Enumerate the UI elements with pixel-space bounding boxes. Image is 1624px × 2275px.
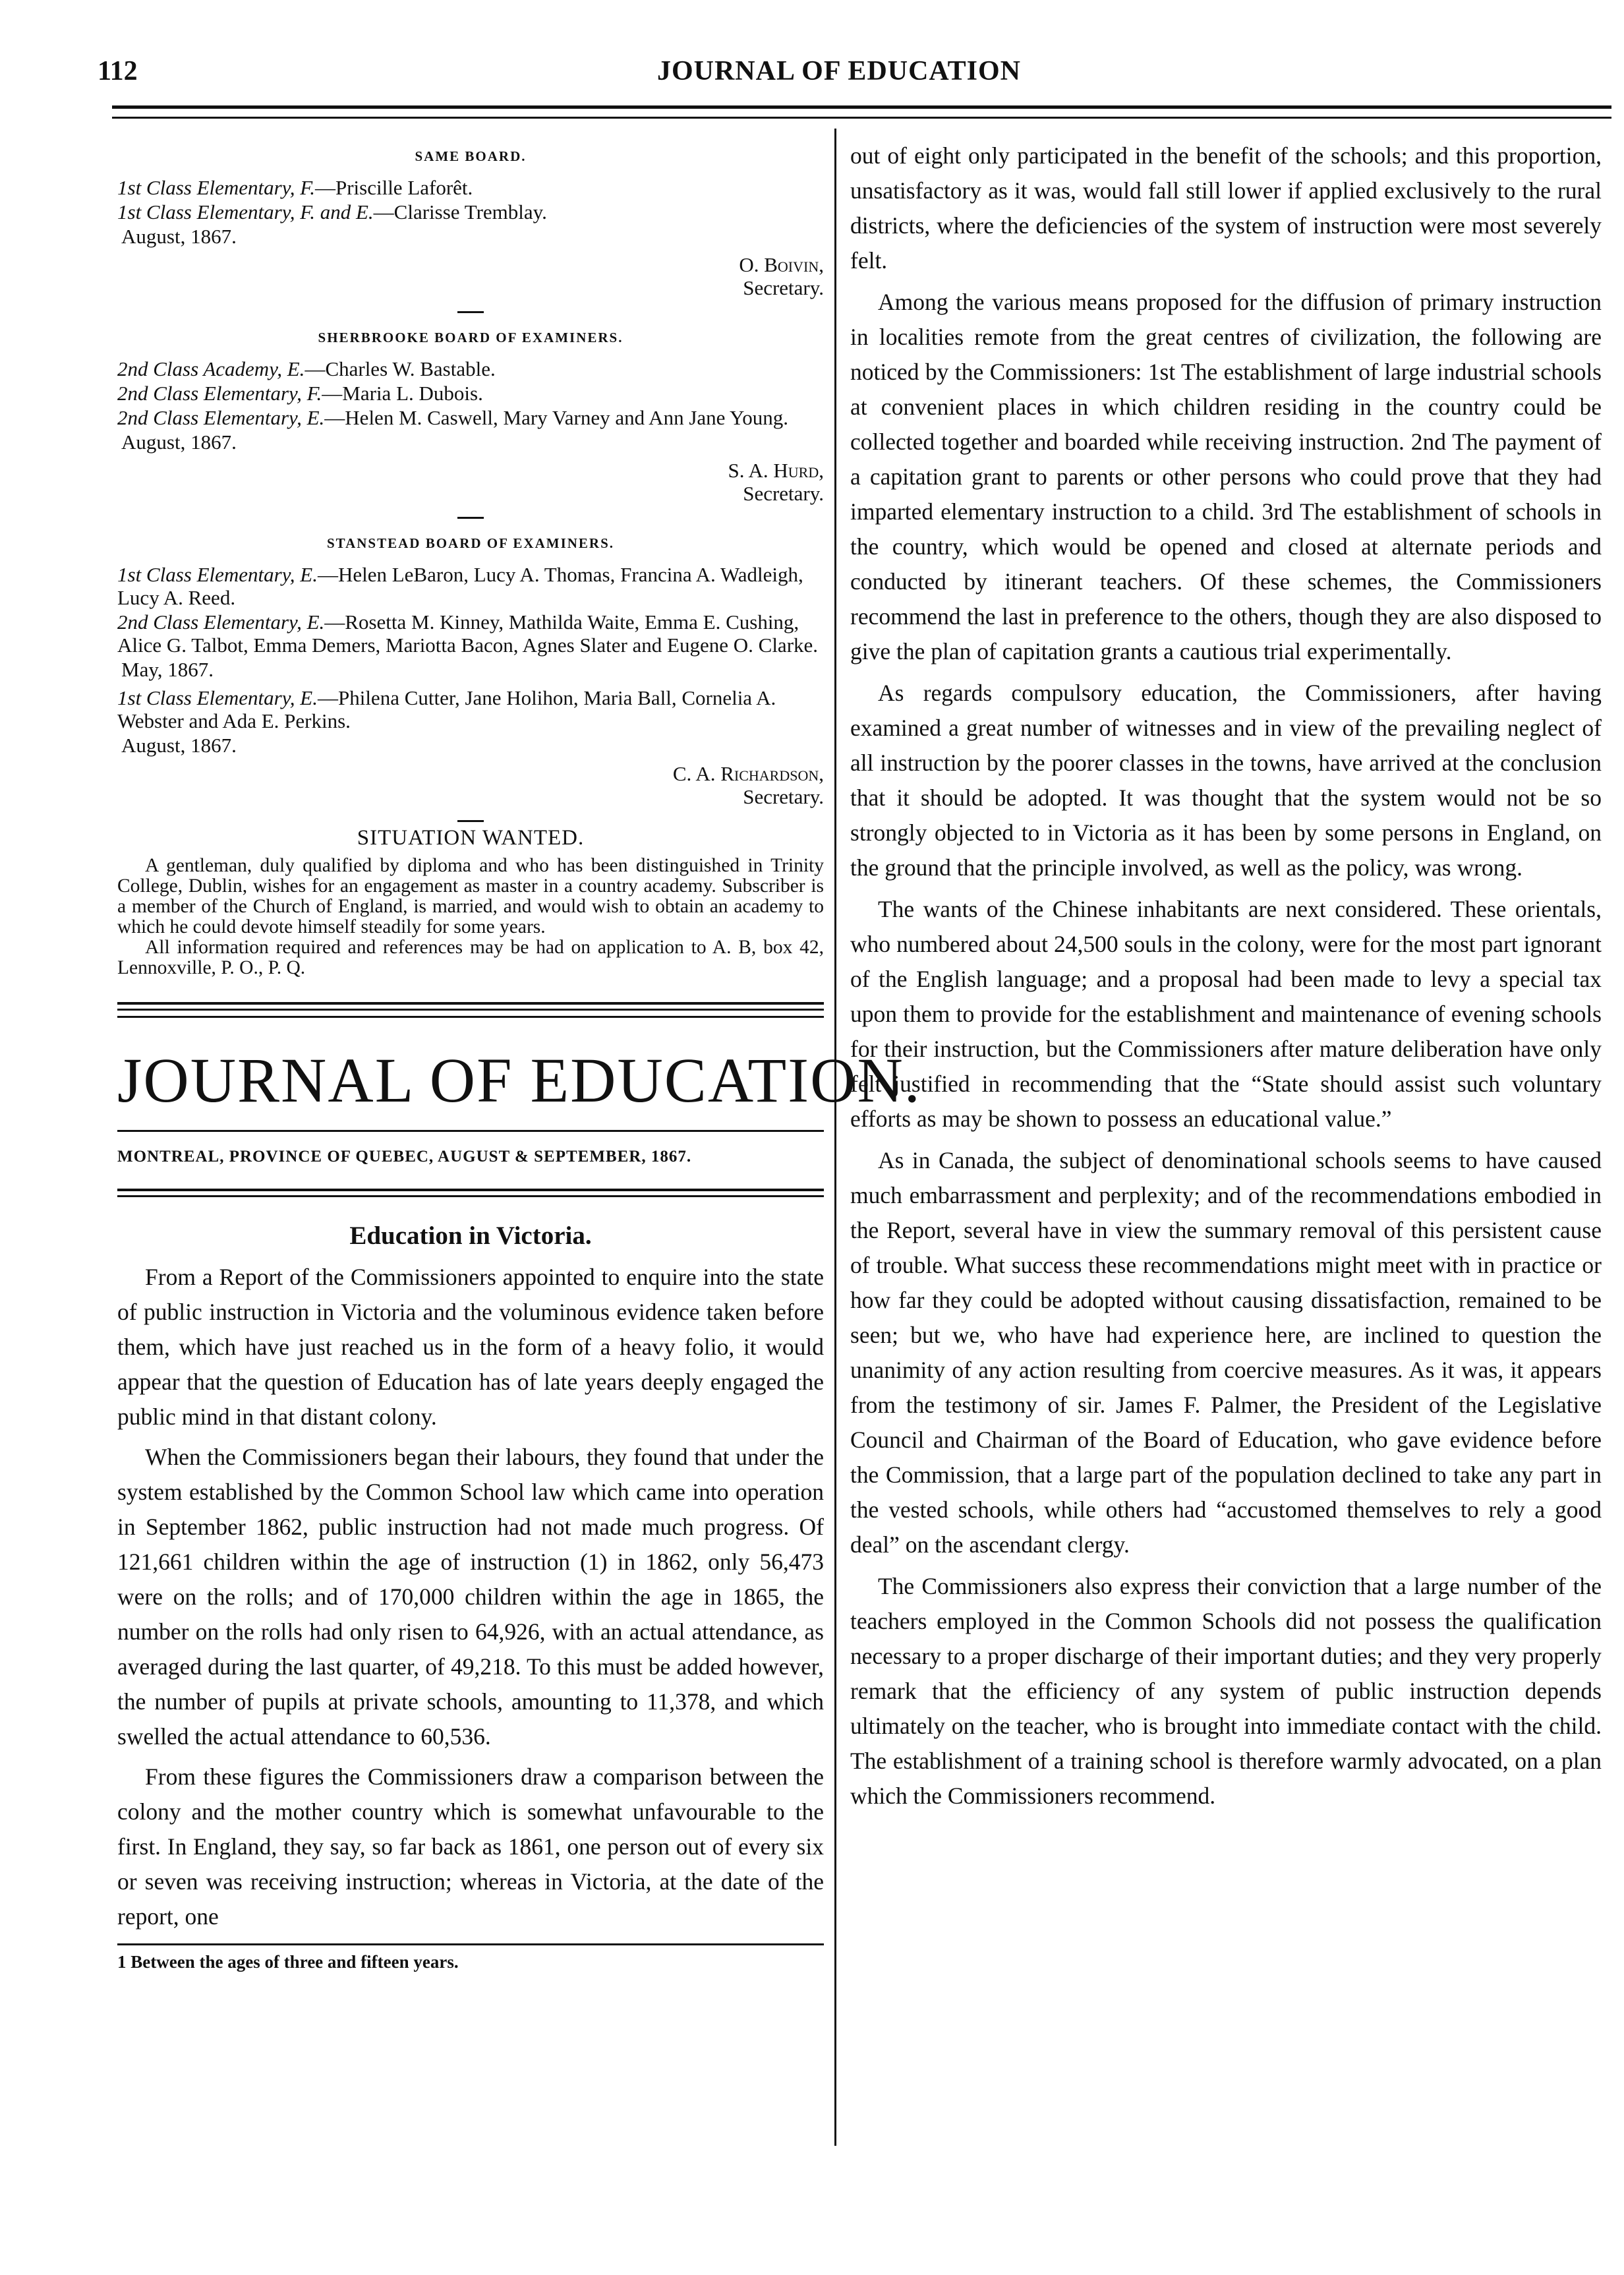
class-label: 2nd Class Academy, E. [117, 357, 305, 380]
class-label: 2nd Class Elementary, F. [117, 382, 322, 405]
signatory-role: Secretary. [743, 785, 824, 808]
section-rule [117, 1009, 824, 1018]
board-stanstead [117, 532, 824, 822]
class-label: 1st Class Elementary, F. [117, 176, 315, 199]
article-title: Education in Victoria. [349, 1222, 592, 1250]
certificate-entry [117, 406, 824, 429]
right-column [850, 138, 1602, 1820]
names: —Clarisse Tremblay. [373, 200, 547, 223]
board-heading: SAME BOARD. [415, 148, 527, 164]
article-paragraph: When the Commissioners began their labours, they found that under the system established by the Common School law which came into operation in September 1862, public instruction had not made much progress. Of 121,661 children within the age of instruction (1) in 1862, only 56,473 were on the rolls; and of 170,000 children within the age in 1865, the number on the rolls had only risen to 64,926, with an actual attendance, as averaged during the last quarter, of 49,218. To this must be added however, the number of pupils at private schools, amounting to 11,378, and which swelled the actual attendance to 60,536. [117, 1444, 824, 1750]
article-paragraph: The Commissioners also express their conviction that a large number of the teachers employed in the Common Schools did not possess the qualification necessary to a proper discharge of their important duties; and they very properly remark that the efficiency of any system of public instruction depends ultimately on the teacher, who is brought into immediate contact with the child. The establishment of a training school is therefore warmly advocated, on a plan which the Commissioners recommend. [850, 1573, 1602, 1809]
board-sherbrooke [117, 326, 824, 519]
class-label: 1st Class Elementary, E. [117, 563, 318, 586]
names: —Charles W. Bastable. [304, 357, 496, 380]
certificate-entry [117, 686, 824, 732]
certificate-entry [117, 200, 824, 223]
signatory-role: Secretary. [743, 482, 824, 505]
dateline: MONTREAL, PROVINCE OF QUEBEC, AUGUST & SEPTEMBER, 1867. [117, 1148, 692, 1166]
signatory-name: C. A. Richardson, [672, 762, 824, 785]
situation-paragraph: All information required and references may be had on application to A. B, box 42, Lennoxville, P. O., P. Q. [117, 937, 824, 978]
article-paragraph: out of eight only participated in the benefit of the schools; and this proportion, unsatisfactory as it was, would fall still lower if applied exclusively to the rural districts, where the deficiencies of the system of instruction were most severely felt. [850, 142, 1602, 274]
board-heading: STANSTEAD BOARD OF EXAMINERS. [326, 535, 615, 551]
masthead: JOURNAL OF EDUCATION. [117, 1045, 921, 1115]
class-label: 1st Class Elementary, F. and E. [117, 200, 374, 223]
certificate-entry [117, 382, 824, 405]
board-date: August, 1867. [121, 225, 237, 248]
signatory-name: O. Boivin, [739, 253, 824, 276]
signatory-name: S. A. Hurd, [728, 459, 824, 482]
separator-dash [457, 311, 484, 313]
class-label: 2nd Class Elementary, E. [117, 610, 325, 634]
article-paragraph: From a Report of the Commissioners appointed to enquire into the state of public instruction in Victoria and the voluminous evidence taken before them, which have just reached us in the form of a heavy folio, it would appear that the question of Education has of late years deeply engaged the public mind in that distant colony. [117, 1264, 824, 1430]
signatory [117, 459, 824, 505]
situation-title: SITUATION WANTED. [357, 826, 585, 850]
situation-wanted [117, 826, 824, 978]
dateline-rule [117, 1189, 824, 1197]
article-paragraph: From these figures the Commissioners draw a comparison between the colony and the mother country which is somewhat unfavourable to the first. In England, they say, so far back as 1861, one person out of every six or seven was receiving instruction; whereas in Victoria, at the date of the report, one [117, 1763, 824, 1930]
board-heading: SHERBROOKE BOARD OF EXAMINERS. [318, 330, 624, 345]
page-number: 112 [98, 56, 138, 86]
certificate-entry [117, 610, 824, 657]
names: —Priscille Laforêt. [314, 176, 473, 199]
separator-dash [457, 517, 484, 519]
running-head [98, 55, 1580, 102]
signatory [117, 762, 824, 808]
board-date: August, 1867. [121, 430, 237, 454]
separator-dash [457, 820, 484, 822]
certificate-entry [117, 563, 824, 609]
names: —Rosetta M. Kinney, Mathilda Waite, Emma E. Cushing, Alice G. Talbot, Emma Demers, Mariotta Bacon, Agnes Slater and Eugene O. Clarke. [117, 610, 819, 657]
article-paragraph: The wants of the Chinese inhabitants are next considered. These orientals, who numbered about 24,500 souls in the colony, were for the most part ignorant of the English language; and a proposal had been made to levy a special tax upon them to provide for the establishment and maintenance of evening schools for their instruction, but the Commissioners after mature deliberation have only felt justified in recommending that the “State should assist such voluntary efforts as may be shown to possess an educational value.” [850, 896, 1602, 1132]
column-divider [834, 129, 836, 2146]
certificate-entry [117, 176, 824, 199]
header-rule [112, 105, 1611, 119]
left-column [117, 138, 921, 1972]
signatory-role: Secretary. [743, 276, 824, 299]
certificate-entry [117, 357, 824, 380]
names: —Helen M. Caswell, Mary Varney and Ann Jane Young. [324, 406, 789, 429]
class-label: 2nd Class Elementary, E. [117, 406, 325, 429]
article-paragraph: Among the various means proposed for the diffusion of primary instruction in localities remote from the great centres of civilization, the following are noticed by the Commissioners: 1st The establishment of large industrial schools at convenient places in which children residing in the country could be collected together and boarded while receiving instruction. 2nd The payment of a capitation grant to parents or other persons who could prove that they had imparted elementary instruction to a child. 3rd The establishment of schools in the country, which would be opened and closed at alternate periods and conducted by itinerant teachers. Of these schemes, the Commissioners recommend the last in preference to the others, though they are also disposed to give the plan of capitation grants a cautious trial experimentally. [850, 289, 1602, 665]
section-rule [117, 1002, 824, 1005]
names: —Helen LeBaron, Lucy A. Thomas, Francina A. Wadleigh, Lucy A. Reed. [117, 563, 803, 609]
situation-paragraph: A gentleman, duly qualified by diploma and who has been distinguished in Trinity College, Dublin, wishes for an engagement as master in a country academy. Subscriber is a member of the Church of England, is married, and would wish to obtain an academy to which he could devote himself steadily for some years. [117, 855, 824, 937]
names: —Philena Cutter, Jane Holihon, Maria Ball, Cornelia A. Webster and Ada E. Perkins. [117, 686, 776, 732]
footnote-rule [117, 1943, 824, 1945]
article-paragraph: As in Canada, the subject of denominational schools seems to have caused much embarrassment and perplexity; and of the recommendations embodied in the Report, several have in view the summary removal of this persistent cause of trouble. What success these recommendations might meet with in practice or how far they could be adopted without causing dissatisfaction, remained to be seen; but we, who have had experience here, are inclined to question the unanimity of any action resulting from coercive measures. As it was, it appears from the testimony of sir. James F. Palmer, the President of the Legislative Council and Chairman of the Board of Education, who gave evidence before the Commission, that a large part of the population declined to take any part in the vested schools, while others had “accustomed themselves to rely a good deal” on the ascendant clergy. [850, 1147, 1602, 1558]
board-same [117, 145, 824, 313]
article-paragraph: As regards compulsory education, the Commissioners, after having examined a great number of witnesses and in view of the prevailing neglect of all instruction by the poorer classes in the towns, have arrived at the conclusion that it should be adopted. It was thought that the system would not be so strongly objected to in Victoria as it has been by some persons in England, on the ground that the principle involved, as well as the policy, was wrong. [850, 680, 1602, 881]
running-title: JOURNAL OF EDUCATION [656, 56, 1022, 86]
footnote: 1 Between the ages of three and fifteen years. [117, 1952, 459, 1972]
signatory [117, 253, 824, 299]
board-date: May, 1867. [121, 658, 214, 681]
names: —Maria L. Dubois. [322, 382, 483, 405]
board-date: August, 1867. [121, 734, 237, 757]
masthead-rule [117, 1130, 824, 1132]
class-label: 1st Class Elementary, E. [117, 686, 318, 709]
